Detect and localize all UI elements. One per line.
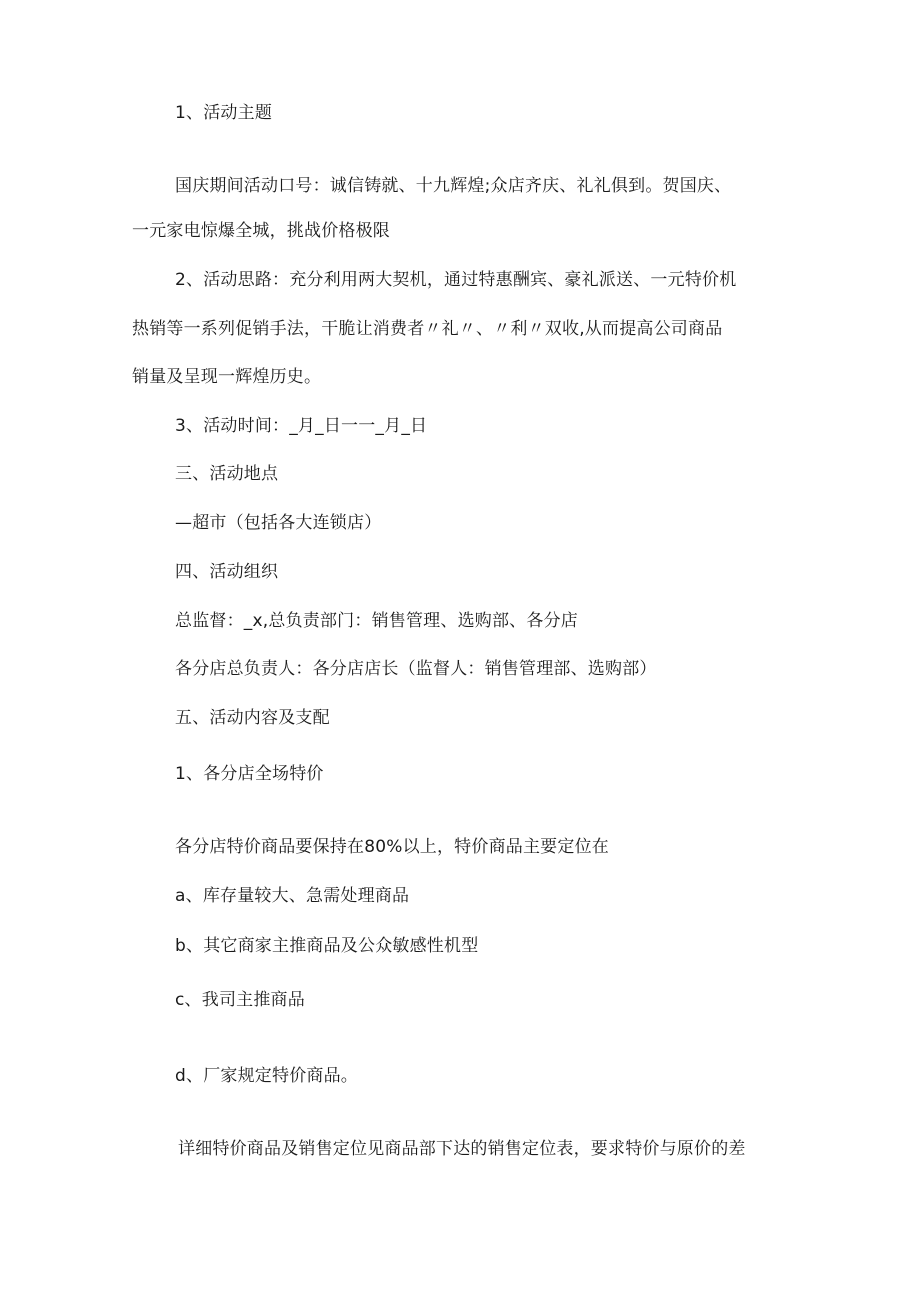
location-line: —超市（包括各大连锁店） (175, 513, 382, 533)
slogan-line-2: 一元家电惊爆全城，挑战价格极限 (132, 221, 390, 241)
supervisor-line: 总监督：_x,总负责部门：销售管理、选购部、各分店 (175, 611, 578, 631)
list-item-b: b、其它商家主推商品及公众敏感性机型 (175, 936, 479, 956)
list-item-c: c、我司主推商品 (175, 990, 305, 1010)
idea-line-3: 销量及呈现一辉煌历史。 (132, 367, 322, 387)
section-4-title: 四、活动组织 (175, 562, 279, 582)
item-1-title: 1、各分店全场特价 (175, 764, 324, 784)
list-item-a: a、库存量较大、急需处理商品 (175, 886, 410, 906)
list-item-d: d、厂家规定特价商品。 (175, 1066, 358, 1086)
heading-activity-theme: 1、活动主题 (175, 103, 273, 123)
idea-line-1: 2、活动思路：充分利用两大契机，通过特惠酬宾、豪礼派送、一元特价机 (175, 270, 737, 290)
activity-time-line: 3、活动时间：_月_日一一_月_日 (175, 416, 428, 436)
branch-manager-line: 各分店总负责人：各分店店长（监督人：销售管理部、选购部） (175, 659, 657, 679)
percent-line: 各分店特价商品要保持在80%以上，特价商品主要定位在 (175, 837, 609, 857)
section-3-title: 三、活动地点 (175, 464, 279, 484)
detail-line: 详细特价商品及销售定位见商品部下达的销售定位表，要求特价与原价的差 (178, 1139, 746, 1159)
idea-line-2: 热销等一系列促销手法，干脆让消费者〃礼〃、〃利〃双收,从而提高公司商品 (132, 319, 723, 339)
section-5-title: 五、活动内容及支配 (175, 708, 330, 728)
slogan-line-1: 国庆期间活动口号：诚信铸就、十九辉煌;众店齐庆、礼礼俱到。贺国庆、 (175, 176, 732, 196)
